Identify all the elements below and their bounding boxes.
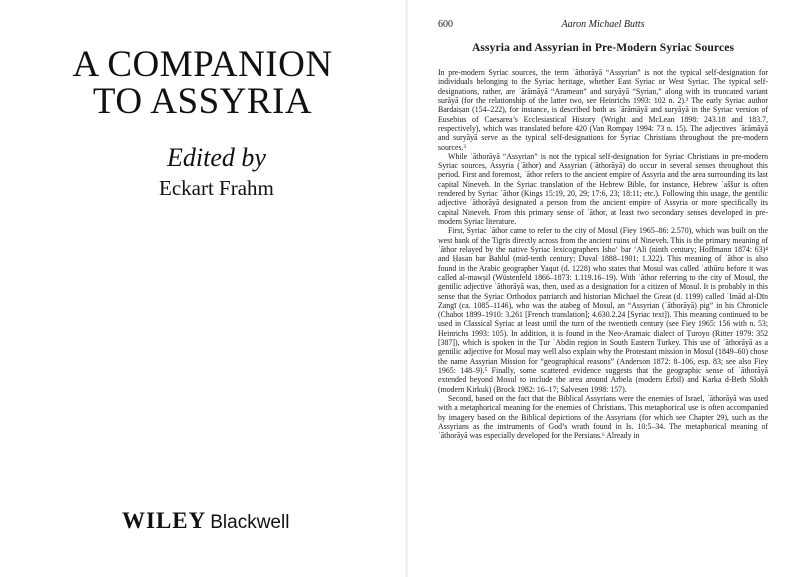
- running-head: [438, 19, 768, 33]
- book-page: [408, 0, 800, 577]
- cover-editor-name: Eckart Frahm: [159, 176, 274, 200]
- paragraph: In pre-modern Syriac sources, the term ʾāthorāyā “Assyrian” is not the typical self-designation for individuals belonging to the Syriac heritage, whether East Syriac or West Syriac. The typical self-designations, rather, are ʾārāmāyā “Aramean” and suryāyā “Syrian,” along with its truncated variant surāyā (for the relationship of the latter two, see Heinrichs 1993: 102 n. 2).² The early Syriac author Bardaiṣan (154–222), for instance, is described both as ʾārāmāyā and suryāyā in the Syriac version of Eusebius of Caesarea’s Ecclesiastical History (Wright and McLean 1898: 243.18 and 183.7, respectively), which was translated before 420 (Van Rompay 1994: 73 n. 15). The adjectives ʾārāmāyā and suryāyā serve as the typical self-designations for Syriac Christians throughout the pre-modern sources.³: [438, 68, 768, 152]
- cover-edited-by: Edited by: [167, 143, 266, 172]
- cover-title-line-1: A COMPANION: [72, 44, 333, 85]
- cover-title: [30, 46, 375, 120]
- publisher-name-wiley: WILEY: [122, 508, 207, 533]
- paragraph: Second, based on the fact that the Biblical Assyrians were the enemies of Israel, ʾāthorāyā was used with a metaphorical meaning for the enemies of Christians. This metaphorical use is often accompanied by imagery based on the Biblical depictions of the Assyrians (for which see Chapter 29), such as the Assyrians as the instruments of God’s wrath found in Is. 10:5–34. The metaphorical meaning of ʾāthorāyā was especially developed for the Persians.⁶ Already in: [438, 393, 768, 441]
- cover-title-line-2: TO ASSYRIA: [92, 81, 313, 122]
- paragraph: While ʾāthorāyā “Assyrian” is not the typical self-designation for Syriac Christians in pre-modern Syriac sources, Assyria (ʾāthor) and Assyrian (ʾāthorāyā) do occur in several senses throughout this period. First and foremost, ʾāthor refers to the ancient empire of Assyria and the area surrounding its last capital Nineveh. In the Syriac translation of the Hebrew Bible, for instance, Hebrew ʾaššur is often rendered by Syriac ʾāthor (Kings 15:19, 20, 29; 17:6, 23; 18:11; etc.). Following this usage, the gentilic adjective ʾāthorāyā designated a person from the ancient empire of Assyria or more specifically its capital Nineveh. From this primary sense of ʾāthor, at least two secondary senses developed in pre-modern Syriac literature.: [438, 151, 768, 226]
- publisher-name-blackwell: Blackwell: [210, 512, 290, 533]
- section-heading: Assyria and Assyrian in Pre-Modern Syriac Sources: [471, 41, 735, 54]
- running-head-author: Aaron Michael Butts: [561, 19, 645, 30]
- page-number: 600: [438, 19, 453, 30]
- body-text: [438, 68, 768, 441]
- publisher-logo: [122, 508, 289, 534]
- paragraph: First, Syriac ʾāthor came to refer to the city of Mosul (Fiey 1965–86: 2.570), which was built on the west bank of the Tigris directly across from the ancient ruins of Nineveh. This is the primary meaning of ʾāthor relayed by the native Syriac lexicographers Isho‘ bar ‘Ali (ninth century; Hoffmann 1874: 63)⁴ and Ḥasan bar Bahlul (mid-tenth century; Duval 1888–1901: 1.322). This meaning of ʾāthor is also found in the Arabic geographer Yaqut (d. 1228) who states that Mosul was called ʾathūru before it was called al-mawṣil (Wüstenfeld 1866–1873: 1.119.16–19). With ʾāthor referring to the city of Mosul, the gentilic adjective ʾāthorāyā was, then, used as a designation for a citizen of Mosul. It is probably in this sense that the Syriac Orthodox patriarch and historian Michael the Great (d. 1199) called ʿImād al-Dīn Zangī (ca. 1085–1146), who was the atabeg of Mosul, an “Assyrian (ʾāthorāyā) pig” in his Chronicle (Chabot 1899–1910: 3.261 [French translation]; 4.630.2.24 [Syriac text]). This meaning continued to be used in Classical Syriac at least until the turn of the twentieth century (see Fiey 1965: 156 with n. 53; Heinrichs 1993: 105). In addition, it is found in the Neo-Aramaic dialect of Ṭuroyo (Ritter 1979: 352 [387]), which is spoken in the Ṭur ʿAbdin region in South Eastern Turkey. This use of ʾāthorāyā as a gentilic adjective for Mosul may well also explain why the Protestant mission in Mosul (1849–60) chose the name Assyrian Mission for “geographical reasons” (Anderson 1872: 8–106, esp. 83; see also Fiey 1965: 148–9).⁵ Finally, some scattered evidence suggests that the geographic sense of ʾāthorāyā extended beyond Mosul to include the area around Arbela (modern Erbil) and Karka d-Beth Slokh (modern Kirkuk) (Brock 1982: 16–17; Salvesen 1998: 157).: [438, 226, 768, 394]
